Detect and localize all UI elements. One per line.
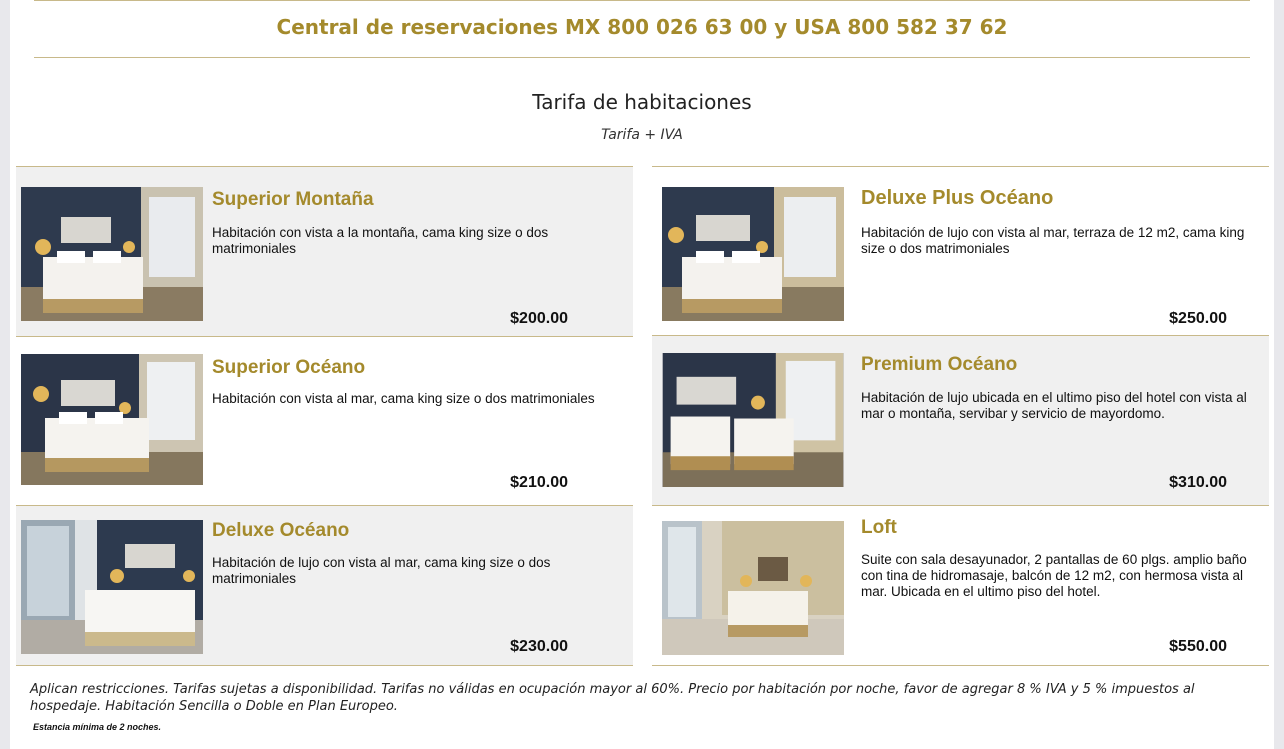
bedroom-photo-illustration (21, 187, 203, 321)
room-photo (21, 187, 203, 321)
room-description: Habitación de lujo ubicada en el ultimo piso del hotel con vista al mar o montaña, servibar y servicio de mayordomo. (861, 390, 1247, 421)
room-description: Habitación de lujo con vista al mar, terraza de 12 m2, cama king size o dos matrimoniales (861, 225, 1245, 256)
room-photo (21, 520, 203, 654)
room-price: $550.00 (1169, 638, 1227, 655)
room-description: Habitación de lujo con vista al mar, cama king size o dos matrimoniales (212, 555, 551, 586)
footer-note: Aplican restricciones. Tarifas sujetas a disponibilidad. Tarifas no válidas en ocupación mayor al 60%. Precio por habitación por noche, favor de agregar 8 % IVA y 5 % impuestos al hospedaje. Habitación Sencilla o Doble en Plan Europeo. (30, 682, 1195, 714)
room-card-superior-montana (16, 166, 633, 336)
top-divider (34, 0, 1250, 1)
section-title: Tarifa de habitaciones (532, 90, 752, 114)
bedroom-photo-illustration (21, 520, 203, 654)
room-description: Habitación con vista a la montaña, cama king size o dos matrimoniales (212, 225, 549, 256)
bedroom-photo-illustration (662, 187, 844, 321)
room-name: Deluxe Plus Océano (861, 187, 1054, 209)
room-price: $230.00 (510, 638, 568, 655)
room-description: Habitación con vista al mar, cama king size o dos matrimoniales (212, 391, 595, 406)
room-name: Loft (861, 517, 897, 538)
reservations-header: Central de reservaciones MX 800 026 63 00 y USA 800 582 37 62 (276, 15, 1008, 39)
room-photo (662, 187, 844, 321)
room-card-premium-oceano (652, 335, 1269, 505)
room-name: Premium Océano (861, 354, 1018, 375)
room-price: $200.00 (510, 310, 568, 327)
room-card-deluxe-oceano (16, 505, 633, 666)
room-card-loft (652, 505, 1269, 666)
room-card-deluxe-plus-oceano (652, 166, 1269, 336)
room-photo (662, 521, 844, 655)
bedroom-photo-illustration (21, 353, 203, 485)
room-price: $310.00 (1169, 474, 1227, 491)
room-name: Superior Océano (212, 357, 366, 378)
room-photo (21, 353, 203, 485)
bedroom-photo-illustration (662, 353, 844, 487)
header-divider (34, 57, 1250, 58)
minimum-stay-note: Estancia mínima de 2 noches. (33, 722, 162, 732)
room-photo (662, 353, 844, 488)
room-price: $250.00 (1169, 310, 1227, 327)
section-subtitle: Tarifa + IVA (601, 127, 683, 143)
room-price: $210.00 (510, 474, 568, 491)
room-description: Suite con sala desayunador, 2 pantallas de 60 plgs. amplio baño con tina de hidromasaje, balcón de 12 m2, con hermosa vista al mar. Ubicada en el ultimo piso del hotel. (861, 552, 1247, 599)
bedroom-photo-illustration (662, 521, 844, 655)
room-card-superior-oceano (16, 336, 633, 506)
rates-page (10, 0, 1274, 749)
room-name: Deluxe Océano (212, 520, 350, 541)
room-name: Superior Montaña (212, 189, 374, 210)
